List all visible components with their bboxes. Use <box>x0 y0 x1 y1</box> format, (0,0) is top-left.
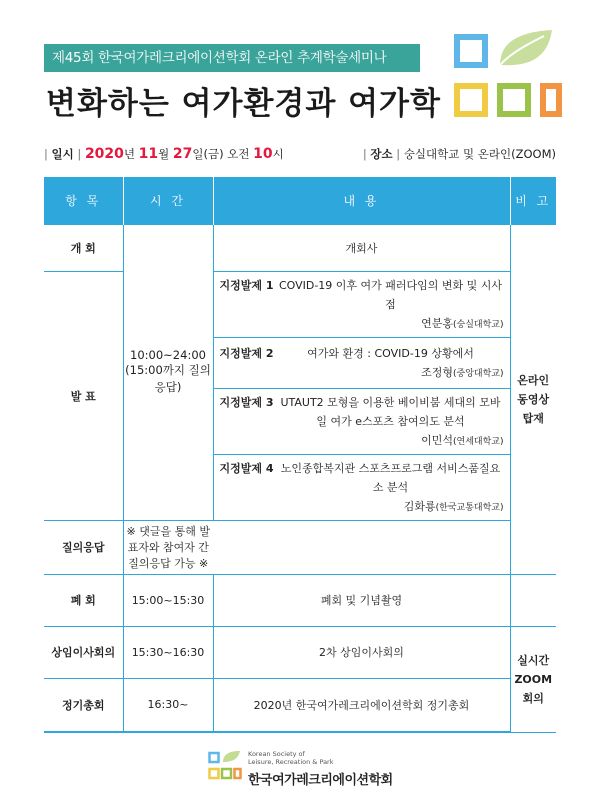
table-row <box>44 574 556 626</box>
header-note: 비 고 <box>510 177 556 224</box>
seminar-subtitle-banner: 제45회 한국여가레크리에이션학회 온라인 추계학술세미나 <box>44 44 420 72</box>
page-title: 변화하는 여가환경과 여가학 <box>46 86 441 122</box>
footer-korean-name: 한국여가레크리에이션학회 <box>248 773 393 788</box>
schedule-table <box>44 177 556 733</box>
general-time: 16:30~ <box>123 678 213 732</box>
header-time: 시 간 <box>123 177 213 224</box>
header-content: 내 용 <box>213 177 510 224</box>
table-row <box>44 520 556 574</box>
online-note: 온라인 동영상 탑재 <box>510 224 556 574</box>
closing-content: 폐회 및 기념촬영 <box>213 574 510 626</box>
header-item: 항 목 <box>44 177 123 224</box>
footer-logo <box>208 748 408 788</box>
general-content: 2020년 한국여가레크리에이션학회 정기총회 <box>213 678 510 732</box>
board-time: 15:30~16:30 <box>123 626 213 678</box>
footer-logo-icon <box>208 750 242 782</box>
talk-2: 지정발제 2 여가와 환경 : COVID-19 상황에서 조정형(중앙대학교) <box>213 337 510 388</box>
table-row <box>44 224 556 271</box>
closing-item: 폐 회 <box>44 574 123 626</box>
opening-content: 개회사 <box>213 224 510 271</box>
table-row <box>44 271 556 337</box>
zoom-note: 실시간 ZOOM 회의 <box>510 626 556 732</box>
event-info-row <box>44 146 556 164</box>
opening-item: 개 회 <box>44 224 123 271</box>
presentation-time: 10:00~24:00 (15:00까지 질의응답) <box>123 224 213 520</box>
table-row <box>44 626 556 678</box>
footer-english-name: Korean Society of Leisure, Recreation & Park <box>248 750 334 766</box>
board-content: 2차 상임이사회의 <box>213 626 510 678</box>
talk-3: 지정발제 3 UTAUT2 모형을 이용한 베이비붐 세대의 모바일 여가 e스포츠 참여의도 분석 이민석(연세대학교) <box>213 388 510 454</box>
qa-item: 질의응답 <box>44 520 123 574</box>
event-place: | 장소 | 숭실대학교 및 온라인(ZOOM) <box>362 147 556 161</box>
table-header-row <box>44 177 556 224</box>
general-item: 정기총회 <box>44 678 123 732</box>
talk-4: 지정발제 4 노인종합복지관 스포츠프로그램 서비스품질요소 분석 김화룡(한국교통대학교) <box>213 454 510 520</box>
qa-content: ※ 댓글을 통해 발표자와 참여자 간 질의응답 가능 ※ <box>123 520 213 574</box>
talk-1: 지정발제 1 COVID-19 이후 여가 패러다임의 변화 및 시사점 연분홍(숭실대학교) <box>213 271 510 337</box>
closing-note <box>510 574 556 626</box>
society-logo-icon <box>452 26 562 126</box>
table-row <box>44 678 556 732</box>
board-item: 상임이사회의 <box>44 626 123 678</box>
closing-time: 15:00~15:30 <box>123 574 213 626</box>
event-date: | 일시 | 2020년 11월 27일(금) 오전 10시 <box>44 146 284 162</box>
presentation-item: 발 표 <box>44 271 123 520</box>
